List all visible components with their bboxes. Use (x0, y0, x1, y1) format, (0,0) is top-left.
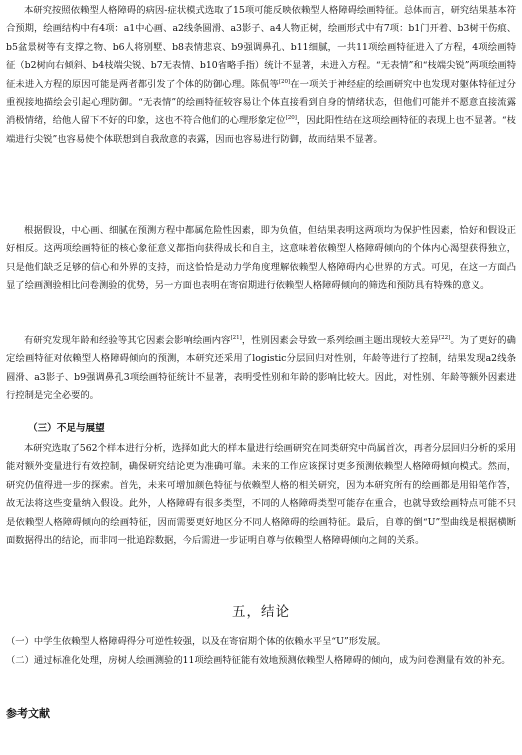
citation-marker: [20] (285, 115, 297, 122)
paragraph-text: 本研究选取了562个样本进行分析，选择如此大的样本量进行绘画研究在同类研究中尚属首次，再者分层回归分析的采用能对额外变量进行有效控制，确保研究结论更为准确可靠。未来的工作应该探讨更多预测依赖型人格障碍倾向模式。然而，研究仍值得进一步的探索。首先，未来可增加颜色特征与依赖型人格的相关研究，因为本研究所有的绘画都是用铅笔作答，故无法将这些变量纳入假设。此外，人格障碍有很多类型，不同的人格障碍类型可能存在重合，也就导致绘画特点可能不只是依赖型人格障碍倾向的绘画特征，因而需要更好地区分不同人格障碍的绘画特征。最后，自尊的倒“U”型曲线是根据横断面数据得出的结论，而非同一批追踪数据，今后需进一步证明自尊与依赖型人格障碍倾向之间的关系。 (6, 443, 516, 547)
paragraph-text: 。为了更好的确定绘画特征对依赖型人格障碍倾向的预测，本研究还采用了logistic分层回归对性别，年龄等进行了控制，结果发现a2线条圆滑、a3影子、b9强调鼻孔3项绘画特征统计不显著，表明受性别和年龄的影响比较大。因此，对性别、年龄等额外因素进行控制是完全必要的。 (6, 335, 516, 402)
paragraph-limitations (6, 440, 516, 550)
citation-marker: [21] (230, 335, 242, 341)
conclusion-item-2: （二）通过标准化处理，房树人绘画测验的11项绘画特征能有效地预测依赖型人格障碍的倾向，成为问卷测量有效的补充。 (6, 655, 511, 666)
paragraph-text: 在一项关于神经症的绘画研究中也发现对躯体特征过分重视接地描绘会引起心理防御。“无表情”的绘画特征较容易让个体直接看到自身的情绪状态，但他们可能并不愿意直接流露消极情绪，给他人留下不好的印象，这也不符合他们的心理形象定位 (6, 78, 516, 127)
references-heading: 参考文献 (6, 707, 50, 720)
conclusion-item-1: （一）中学生依赖型人格障碍得分可逆性较强，以及在寄宿期个体的依赖水平呈“U”形发展。 (6, 636, 386, 647)
paragraph-discussion-1 (6, 2, 516, 149)
subsection-title: （三）不足与展望 (28, 423, 105, 434)
paragraph-text: ，因此阳性结在这项绘画特征的表现上也不显著。“枝端进行尖锐”也容易使个体联想到自我敌意的表露，因而也容易进行防御，故而结果不显著。 (6, 115, 516, 145)
section-title: 五，结论 (232, 604, 290, 620)
paragraph-text: 有研究发现年龄和经验等其它因素会影响绘画内容 (24, 335, 231, 346)
paragraph-text: 本研究按照依赖型人格障碍的病因-症状模式选取了15项可能反映依赖型人格障碍绘画特征。总体而言，研究结果基本符合预期，绘画结构中有4项：a1中心画、a2线条圆滑、a3影子、a4人物正树，绘画形式中有7项：b1门开着、b3树干伤痕、b5盆景树等有支撑之物、b6人将别墅、b8表情悲哀、b9强调鼻孔、b11细腻，一共11项绘画特征进入了方程，4项绘画特征（b2树向右倾斜、b4枝端尖锐、b7无表情、b10省略手指）统计不显著，未进入方程。“无表情”和“枝端尖锐”两项绘画特征未进入方程的原因可能是两者都引发了个体的防御心理。陈侃等 (6, 5, 516, 90)
paragraph-discussion-3 (6, 332, 516, 406)
citation-marker: [22] (438, 335, 451, 341)
paragraph-text: ，性别因素会导致一系列绘画主题出现较大差异 (241, 335, 439, 346)
paragraph-discussion-2 (6, 222, 516, 296)
paragraph-text: 根据假设，中心画、细腻在预测方程中都属危险性因素，即为负值，但结果表明这两项均为保护性因素，恰好和假设正好相反。这两项绘画特征的核心象征意义都指向获得成长和自主，这意味着依赖型人格障碍倾向的个体内心渴望获得独立，只是他们缺乏足够的信心和外界的支持，而这恰恰是动力学角度理解依赖型人格障碍内心世界的方式。可见，在这一方面凸显了绘画测验相比问卷测验的优势，另一方面也表明在寄宿期进行依赖型人格障碍倾向的筛选和预防具有特殊的意义。 (6, 225, 516, 292)
citation-marker: [20] (278, 78, 291, 85)
